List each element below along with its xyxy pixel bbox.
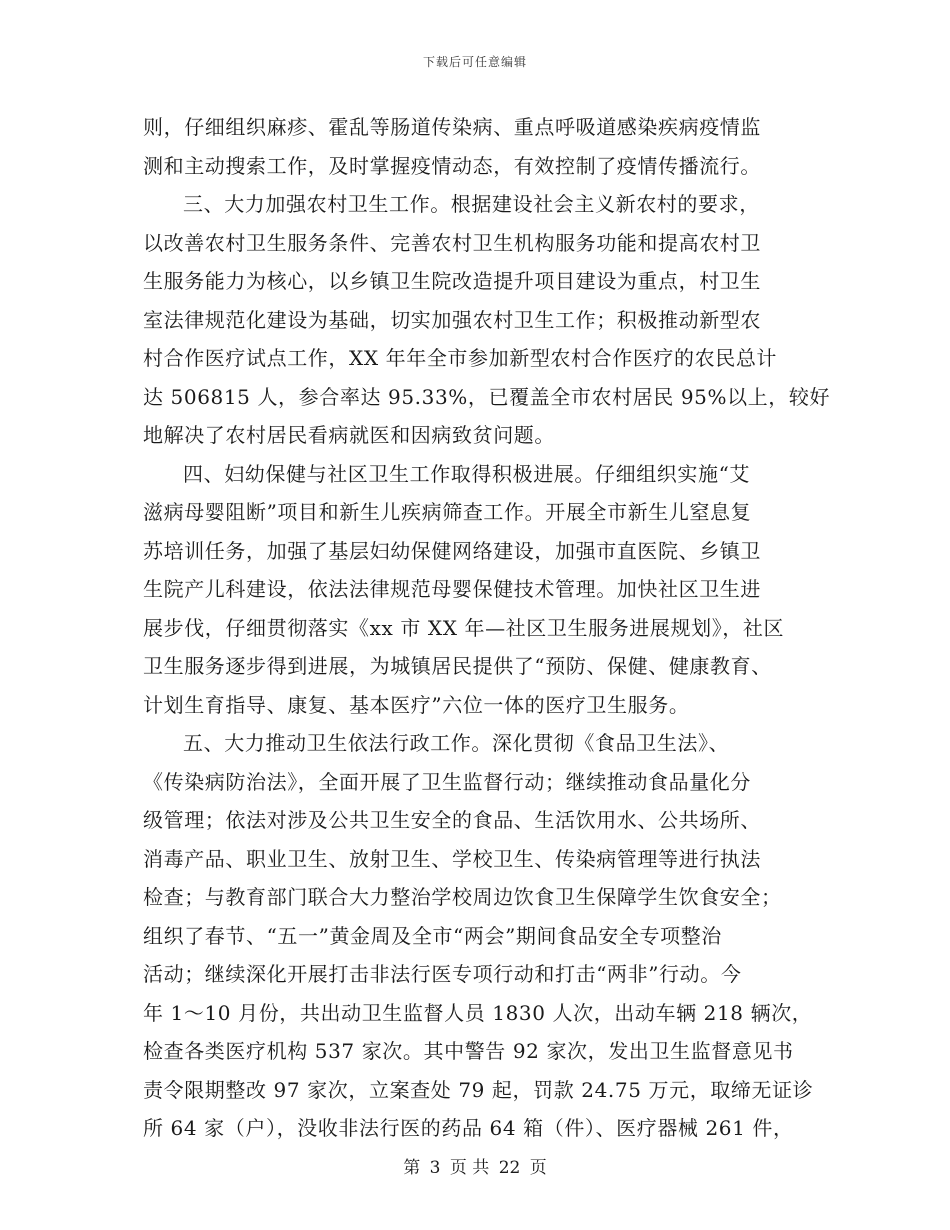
text-line: 展步伐，仔细贯彻落实《xx 市 XX 年—社区卫生服务进展规划》，社区: [143, 615, 785, 640]
body-text: [143, 108, 831, 1148]
text-line: 苏培训任务，加强了基层妇幼保健网络建设，加强市直医院、乡镇卫: [143, 538, 761, 563]
total-pages: 22: [498, 1158, 521, 1178]
text-line: 以改善农村卫生服务条件、完善农村卫生机构服务功能和提高农村卫: [143, 230, 761, 255]
footer-suffix: 页: [529, 1158, 547, 1178]
section-heading-line: 三、大力加强农村卫生工作。根据建设社会主义新农村的要求，: [183, 192, 760, 216]
text-line: 室法律规范化建设为基础，切实加强农村卫生工作；积极推动新型农: [143, 307, 761, 332]
text-line: 生服务能力为核心，以乡镇卫生院改造提升项目建设为重点，村卫生: [143, 269, 761, 293]
text-line: 达 506815 人，参合率达 95.33%，已覆盖全市农村居民 95%以上，较好: [143, 384, 831, 409]
text-line: 组织了春节、“五一”黄金周及全市“两会”期间食品安全专项整治: [143, 923, 722, 948]
text-line: 计划生育指导、康复、基本医疗”六位一体的医疗卫生服务。: [143, 692, 690, 717]
footer-middle: 页 共: [449, 1158, 490, 1178]
text-line: 则，仔细组织麻疹、霍乱等肠道传染病、重点呼吸道感染疾病疫情监: [143, 115, 761, 139]
text-line: 地解决了农村居民看病就医和因病致贫问题。: [143, 423, 555, 447]
section-heading-line: 四、妇幼保健与社区卫生工作取得积极进展。仔细组织实施“艾: [183, 461, 751, 486]
page-footer: [0, 1153, 950, 1178]
text-line: 年 1～10 月份，共出动卫生监督人员 1830 人次，出动车辆 218 辆次，: [143, 1000, 813, 1025]
text-line: 检查各类医疗机构 537 家次。其中警告 92 家次，发出卫生监督意见书: [143, 1039, 794, 1063]
text-line: 卫生服务逐步得到进展，为城镇居民提供了“预防、保健、健康教育、: [143, 654, 772, 678]
footer-prefix: 第: [403, 1158, 421, 1178]
page-number: 3: [429, 1158, 441, 1178]
text-line: 责令限期整改 97 家次，立案查处 79 起，罚款 24.75 万元，取缔无证诊: [143, 1077, 814, 1102]
section-heading-line: 五、大力推动卫生依法行政工作。深化贯彻《食品卫生法》、: [183, 731, 730, 755]
text-line: 《传染病防治法》，全面开展了卫生监督行动；继续推动食品量化分: [143, 769, 751, 794]
text-line: 生院产儿科建设，依法法律规范母婴保健技术管理。加快社区卫生进: [143, 577, 761, 601]
text-line: 所 64 家（户），没收非法行医的药品 64 箱（件）、医疗器械 261 件，: [143, 1116, 794, 1140]
text-line: 测和主动搜索工作，及时掌握疫情动态，有效控制了疫情传播流行。: [143, 153, 761, 178]
text-line: 级管理；依法对涉及公共卫生安全的食品、生活饮用水、公共场所、: [143, 808, 761, 832]
text-line: 消毒产品、职业卫生、放射卫生、学校卫生、传染病管理等进行执法: [143, 846, 761, 871]
page-header: 下载后可任意编辑: [422, 55, 527, 69]
text-line: 滋病母婴阻断”项目和新生儿疾病筛查工作。开展全市新生儿窒息复: [143, 500, 752, 524]
text-line: 活动；继续深化开展打击非法行医专项行动和打击“两非”行动。今: [143, 962, 742, 986]
text-line: 检查；与教育部门联合大力整治学校周边饮食卫生保障学生饮食安全；: [143, 885, 782, 909]
text-line: 村合作医疗试点工作，XX 年年全市参加新型农村合作医疗的农民总计: [143, 346, 778, 370]
